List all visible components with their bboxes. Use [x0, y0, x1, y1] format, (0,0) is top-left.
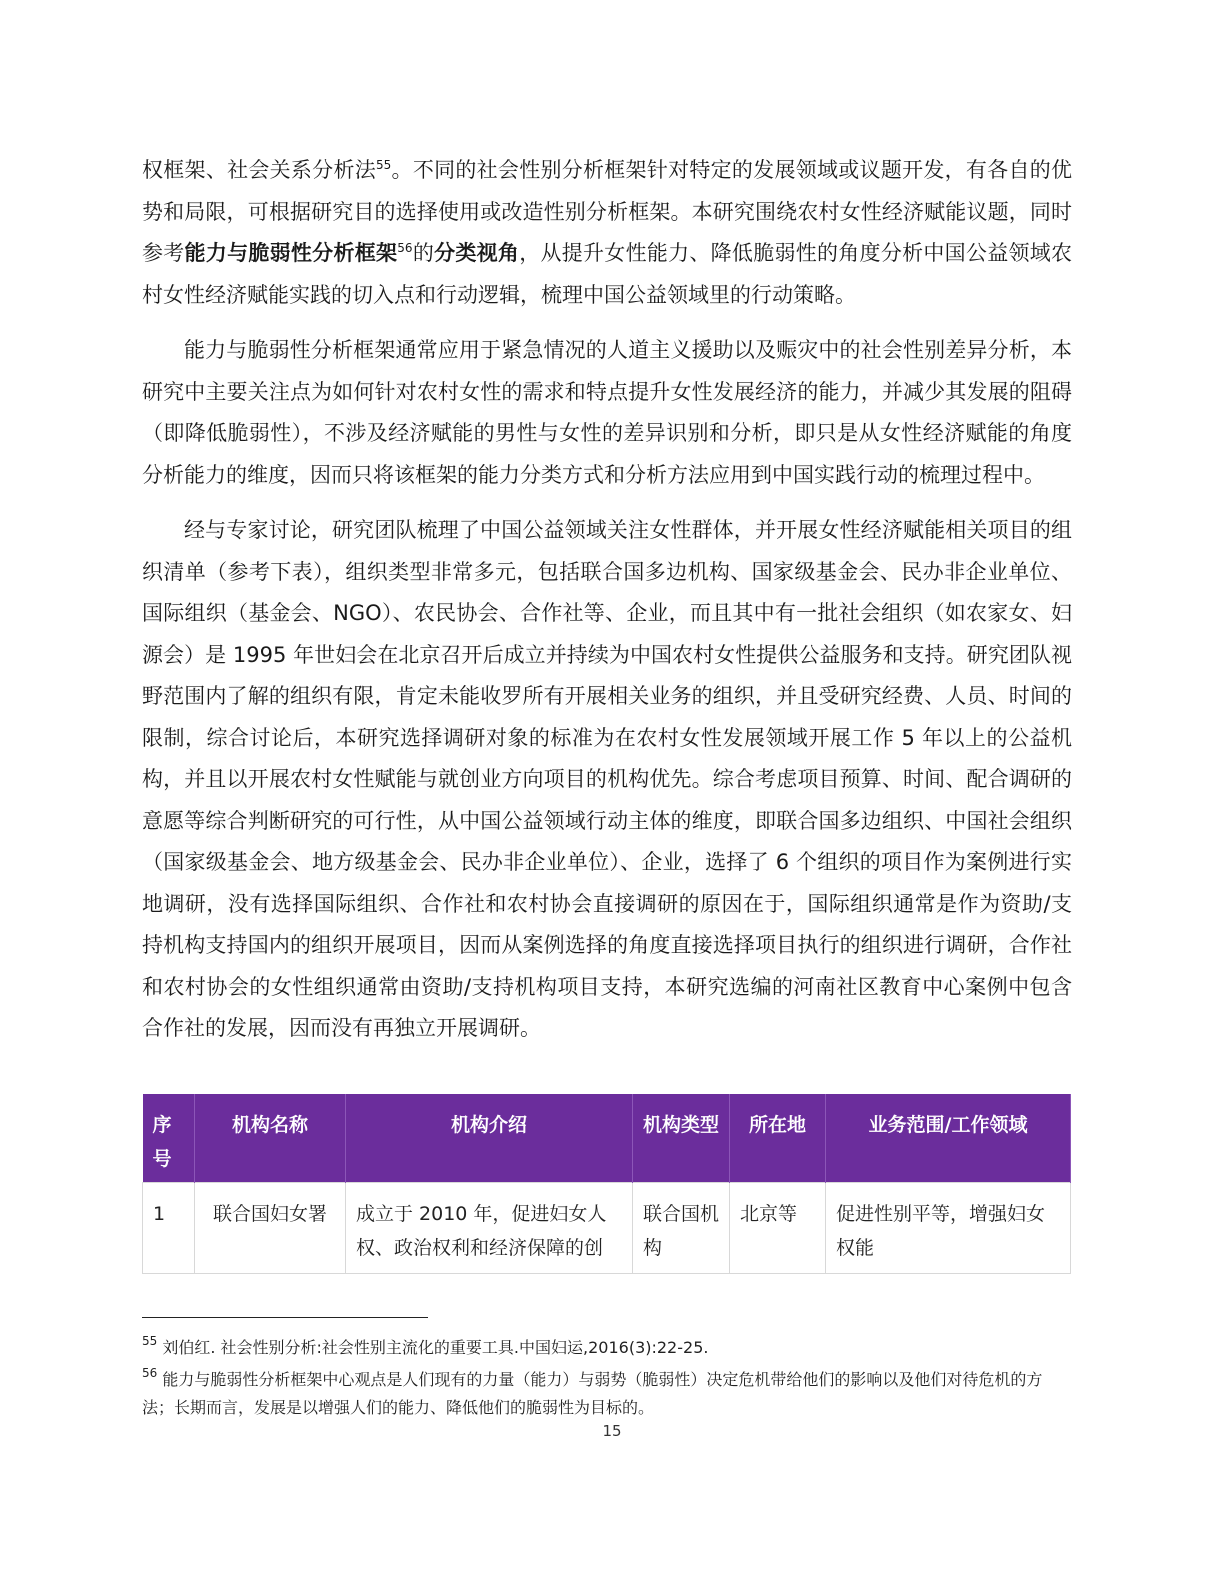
table-row: [143, 1183, 1071, 1274]
footnote-separator: [142, 1317, 428, 1318]
organizations-table: [142, 1094, 1071, 1274]
footnote-text: 刘伯红. 社会性别分析:社会性别主流化的重要工具.中国妇运,2016(3):22-25.: [157, 1338, 709, 1357]
text-run: ，从提升女性能力、降低脆弱性的角度分析中国公益领域农村女性经济赋能实践的切入点和行动逻辑，梳理中国公益领域里的行动策略。: [142, 241, 1073, 307]
footnote-56: [142, 1366, 1072, 1422]
cell-index: 1: [143, 1183, 195, 1274]
header-index: 序号: [143, 1094, 195, 1183]
header-org-intro: 机构介绍: [346, 1094, 633, 1183]
page-number: 15: [602, 1422, 622, 1440]
cell-scope: 促进性别平等，增强妇女权能: [826, 1183, 1071, 1274]
cell-org-name: 联合国妇女署: [195, 1183, 346, 1274]
footnotes: [142, 1334, 1072, 1422]
paragraph-3: 经与专家讨论，研究团队梳理了中国公益领域关注女性群体，并开展女性经济赋能相关项目的组织清单（参考下表），组织类型非常多元，包括联合国多边机构、国家级基金会、民办非企业单位、国际组织（基金会、NGO）、农民协会、合作社等、企业，而且其中有一批社会组织（如农家女、妇源会）是 1995 年世妇会在北京召开后成立并持续为中国农村女性提供公益服务和支持。研究团队视野范围内了解的组织有限，肯定未能收罗所有开展相关业务的组织，并且受研究经费、人员、时间的限制，综合讨论后，本研究选择调研对象的标准为在农村女性发展领域开展工作 5 年以上的公益机构，并且以开展农村女性赋能与就创业方向项目的机构优先。综合考虑项目预算、时间、配合调研的意愿等综合判断研究的可行性，从中国公益领域行动主体的维度，即联合国多边组织、中国社会组织（国家级基金会、地方级基金会、民办非企业单位）、企业，选择了 6 个组织的项目作为案例进行实地调研，没有选择国际组织、合作社和农村协会直接调研的原因在于，国际组织通常是作为资助/支持机构支持国内的组织开展项目，因而从案例选择的角度直接选择项目执行的组织进行调研，合作社和农村协会的女性组织通常由资助/支持机构项目支持，本研究选编的河南社区教育中心案例中包含合作社的发展，因而没有再独立开展调研。: [142, 518, 1072, 1040]
footnote-ref-56[interactable]: 56: [397, 241, 413, 255]
bold-term: 能力与脆弱性分析框架: [184, 241, 398, 265]
paragraph-2: 能力与脆弱性分析框架通常应用于紧急情况的人道主义援助以及赈灾中的社会性别差异分析，本研究中主要关注点为如何针对农村女性的需求和特点提升女性发展经济的能力，并减少其发展的阻碍（即降低脆弱性），不涉及经济赋能的男性与女性的差异识别和分析，即只是从女性经济赋能的角度分析能力的维度，因而只将该框架的能力分类方式和分析方法应用到中国实践行动的梳理过程中。: [142, 338, 1072, 487]
footnote-number: 55: [142, 1334, 158, 1348]
footnote-text: 能力与脆弱性分析框架中心观点是人们现有的力量（能力）与弱势（脆弱性）决定危机带给他们的影响以及他们对待危机的方法；长期而言，发展是以增强人们的能力、降低他们的脆弱性为目标的。: [142, 1370, 1043, 1417]
footnote-ref-55[interactable]: 55: [376, 158, 392, 172]
footnote-55: [142, 1334, 1072, 1362]
cell-org-type: 联合国机构: [633, 1183, 730, 1274]
header-org-type: 机构类型: [633, 1094, 730, 1183]
paragraph-1: [142, 150, 1072, 316]
text-run: 的: [412, 241, 435, 265]
footnote-number: 56: [142, 1366, 158, 1380]
header-scope: 业务范围/工作领域: [826, 1094, 1071, 1183]
table-header-row: [143, 1094, 1071, 1183]
body-text: [142, 150, 1072, 1064]
header-org-name: 机构名称: [195, 1094, 346, 1183]
header-location: 所在地: [730, 1094, 826, 1183]
text-run: 。不同的社会性别分析框架针对特定的发展领域或议题开发，有各自的优势和局限，可根据研究目的选择使用或改造性别分析框架。本研究围绕农村女性经济赋能议题，同时参考: [142, 158, 1072, 265]
bold-term: 分类视角: [434, 241, 520, 265]
cell-location: 北京等: [730, 1183, 826, 1274]
cell-org-intro: 成立于 2010 年，促进妇女人权、政治权利和经济保障的创: [346, 1183, 633, 1274]
text-run: 权框架、社会关系分析法: [142, 158, 376, 182]
